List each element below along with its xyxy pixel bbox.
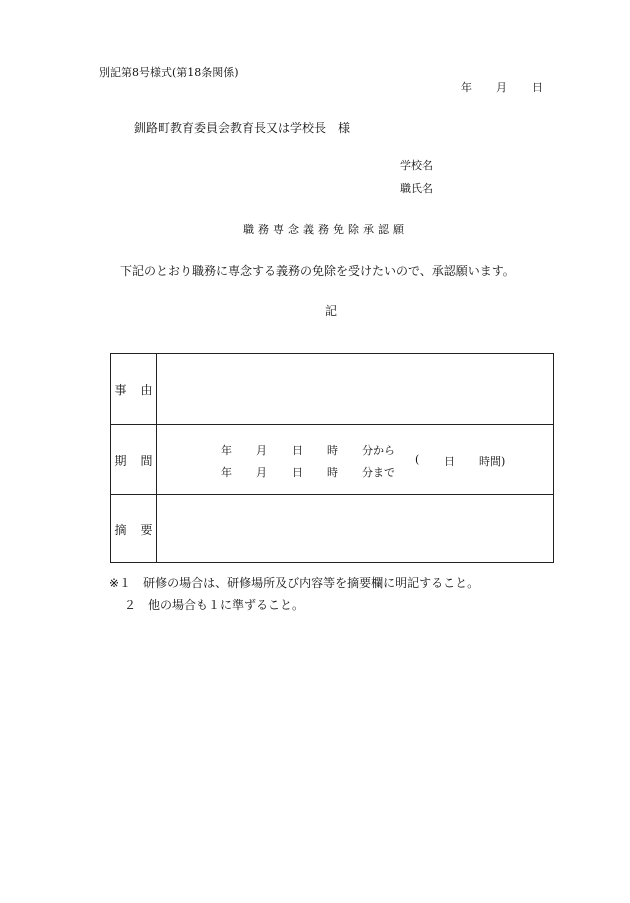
summary-field[interactable] xyxy=(157,495,553,563)
ki-heading: 記 xyxy=(325,304,338,318)
period-field[interactable] xyxy=(157,425,553,495)
note-2-mark: ２ xyxy=(124,598,137,612)
note-2-text: 他の場合も１に準ずること。 xyxy=(148,598,305,612)
reason-label xyxy=(111,354,157,424)
reason-row xyxy=(111,354,553,424)
summary-label-b: 要 xyxy=(140,522,153,537)
summary-label-a: 摘 xyxy=(114,522,127,537)
start-minute: 分から xyxy=(362,444,395,457)
form-number: 別記第8号様式(第18条関係) xyxy=(99,66,239,79)
end-year: 年 xyxy=(221,466,232,479)
start-day: 日 xyxy=(292,444,303,457)
end-day: 日 xyxy=(292,466,303,479)
end-minute: 分まで xyxy=(362,466,395,479)
period-label xyxy=(111,425,157,495)
period-label-a: 期 xyxy=(114,453,127,468)
period-label-b: 間 xyxy=(140,453,153,468)
document-title: 職務専念義務免除承認願 xyxy=(243,223,408,236)
note-1-text: 研修の場合は、研修場所及び内容等を摘要欄に明記すること。 xyxy=(143,576,480,590)
date-year: 年 xyxy=(461,81,472,94)
body-text: 下記のとおり職務に専念する義務の免除を受けたいので、承認願います。 xyxy=(120,264,515,278)
note-1-mark: ※１ xyxy=(109,576,132,590)
start-year: 年 xyxy=(221,444,232,457)
date-month: 月 xyxy=(496,81,507,94)
reason-label-a: 事 xyxy=(114,382,127,397)
recipient: 釧路町教育委員会教育長又は学校長 様 xyxy=(134,121,351,135)
date-day: 日 xyxy=(532,81,543,94)
period-row xyxy=(111,424,553,495)
duration-open-paren: ( xyxy=(415,453,420,466)
end-month: 月 xyxy=(256,466,267,479)
applicant-name-label: 職氏名 xyxy=(400,182,433,195)
form-table xyxy=(110,353,554,563)
summary-label xyxy=(111,495,157,563)
reason-field[interactable] xyxy=(157,354,553,424)
duration-days: 日 xyxy=(444,455,455,468)
note-1 xyxy=(109,574,479,591)
note-2 xyxy=(124,596,304,613)
start-month: 月 xyxy=(256,444,267,457)
summary-row xyxy=(111,494,553,563)
end-hour: 時 xyxy=(327,466,338,479)
duration-hours: 時間) xyxy=(479,455,506,468)
school-name-label: 学校名 xyxy=(400,159,433,172)
start-hour: 時 xyxy=(327,444,338,457)
reason-label-b: 由 xyxy=(140,382,153,397)
